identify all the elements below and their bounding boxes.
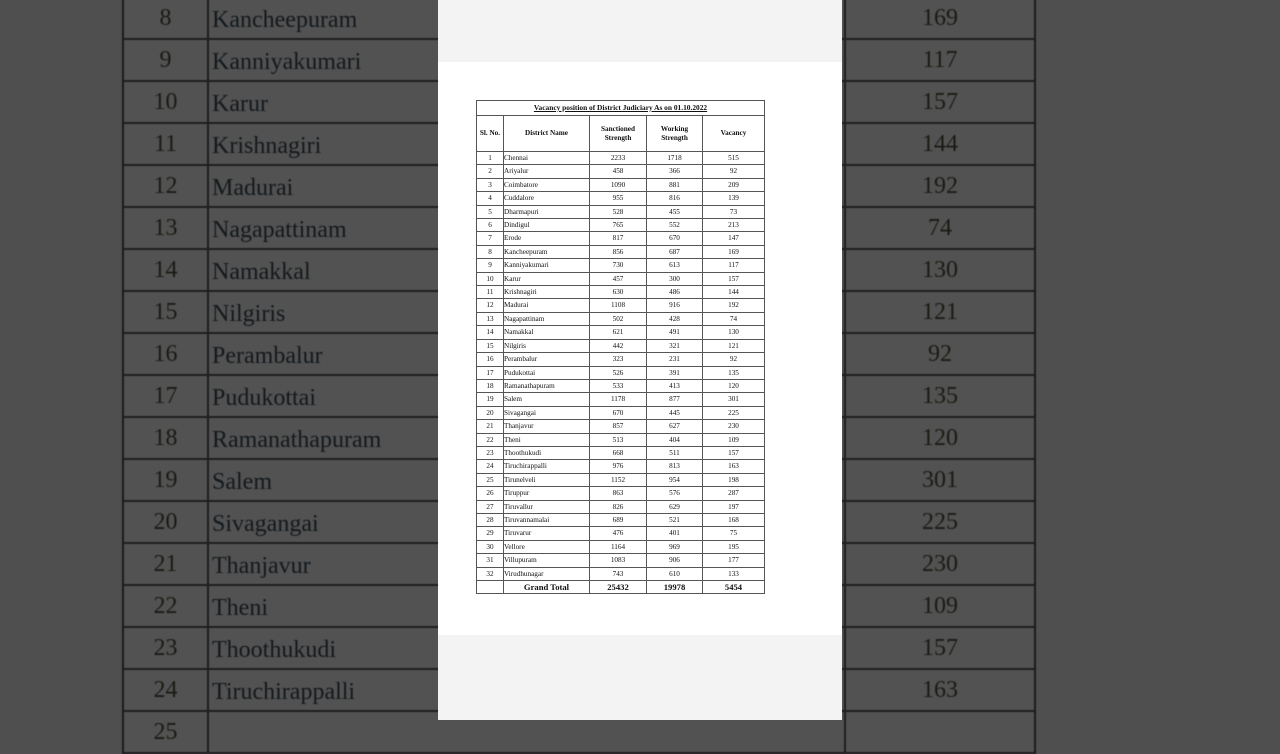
background-sl: 18 — [124, 418, 209, 458]
row-vacancy: 92 — [703, 165, 765, 178]
row-working: 491 — [647, 326, 703, 339]
row-sl-no: 26 — [477, 487, 504, 500]
table-row — [477, 353, 765, 366]
background-vacancy: 121 — [844, 292, 1034, 332]
table-row — [477, 366, 765, 379]
row-district: Thanjavur — [504, 420, 590, 433]
background-vacancy: 169 — [844, 0, 1034, 38]
row-vacancy: 195 — [703, 540, 765, 553]
table-row — [477, 446, 765, 459]
row-sl-no: 24 — [477, 460, 504, 473]
row-vacancy: 163 — [703, 460, 765, 473]
background-vacancy: 135 — [844, 376, 1034, 416]
total-sanctioned: 25432 — [590, 581, 647, 594]
table-row — [477, 245, 765, 258]
background-vacancy: 225 — [844, 502, 1034, 542]
document-viewer-panel — [438, 0, 842, 720]
row-district: Virudhunagar — [504, 567, 590, 580]
background-district: Salem — [212, 469, 272, 495]
row-working: 521 — [647, 513, 703, 526]
background-district: Theni — [212, 595, 268, 621]
background-sl: 22 — [124, 586, 209, 626]
row-sl-no: 20 — [477, 406, 504, 419]
row-vacancy: 198 — [703, 473, 765, 486]
row-working: 486 — [647, 286, 703, 299]
grand-total-row — [477, 581, 765, 594]
background-sl: 15 — [124, 292, 209, 332]
table-row — [477, 567, 765, 580]
row-sl-no: 21 — [477, 420, 504, 433]
row-working: 445 — [647, 406, 703, 419]
row-sl-no: 10 — [477, 272, 504, 285]
background-sl: 14 — [124, 250, 209, 290]
row-sanctioned: 857 — [590, 420, 647, 433]
row-sanctioned: 1164 — [590, 540, 647, 553]
row-district: Nagapattinam — [504, 312, 590, 325]
row-working: 366 — [647, 165, 703, 178]
vacancy-table — [476, 100, 765, 594]
background-sl: 21 — [124, 544, 209, 584]
row-district: Tiruvallur — [504, 500, 590, 513]
row-district: Tiruvannamalai — [504, 513, 590, 526]
table-row — [477, 393, 765, 406]
background-sl: 11 — [124, 124, 209, 164]
row-vacancy: 287 — [703, 487, 765, 500]
row-sanctioned: 856 — [590, 245, 647, 258]
table-row — [477, 165, 765, 178]
row-vacancy: 135 — [703, 366, 765, 379]
row-district: Ramanathapuram — [504, 379, 590, 392]
row-sanctioned: 826 — [590, 500, 647, 513]
header-sanctioned: Sanctioned Strength — [590, 116, 647, 152]
background-district: Thanjavur — [212, 553, 311, 579]
row-working: 670 — [647, 232, 703, 245]
row-sl-no: 5 — [477, 205, 504, 218]
row-sl-no: 3 — [477, 178, 504, 191]
document-page — [438, 62, 842, 635]
table-title: Vacancy position of District Judiciary As on 01.10.2022 — [477, 101, 765, 116]
row-district: Coimbatore — [504, 178, 590, 191]
row-sanctioned: 1178 — [590, 393, 647, 406]
row-district: Dharmapuri — [504, 205, 590, 218]
row-sl-no: 29 — [477, 527, 504, 540]
table-row — [477, 312, 765, 325]
background-sl: 19 — [124, 460, 209, 500]
background-vacancy: 157 — [844, 82, 1034, 122]
row-district: Tiruvarur — [504, 527, 590, 540]
row-sl-no: 32 — [477, 567, 504, 580]
row-working: 881 — [647, 178, 703, 191]
background-vacancy: 192 — [844, 166, 1034, 206]
row-sanctioned: 457 — [590, 272, 647, 285]
background-district: Thoothukudi — [212, 637, 336, 663]
row-sanctioned: 1090 — [590, 178, 647, 191]
row-sanctioned: 476 — [590, 527, 647, 540]
row-sanctioned: 630 — [590, 286, 647, 299]
row-sanctioned: 442 — [590, 339, 647, 352]
background-vacancy: 92 — [844, 334, 1034, 374]
row-district: Thoothukudi — [504, 446, 590, 459]
row-sanctioned: 689 — [590, 513, 647, 526]
row-sanctioned: 2233 — [590, 152, 647, 165]
row-district: Kancheepuram — [504, 245, 590, 258]
row-sl-no: 23 — [477, 446, 504, 459]
row-sanctioned: 502 — [590, 312, 647, 325]
background-district: Sivagangai — [212, 511, 319, 537]
row-sanctioned: 955 — [590, 192, 647, 205]
background-district: Krishnagiri — [212, 133, 322, 159]
row-working: 552 — [647, 219, 703, 232]
row-sl-no: 15 — [477, 339, 504, 352]
row-vacancy: 75 — [703, 527, 765, 540]
total-vacancy: 5454 — [703, 581, 765, 594]
row-vacancy: 92 — [703, 353, 765, 366]
background-vacancy — [844, 712, 1034, 752]
row-sl-no: 7 — [477, 232, 504, 245]
row-vacancy: 74 — [703, 312, 765, 325]
row-district: Sivagangai — [504, 406, 590, 419]
row-district: Cuddalore — [504, 192, 590, 205]
row-vacancy: 230 — [703, 420, 765, 433]
row-working: 813 — [647, 460, 703, 473]
row-working: 916 — [647, 299, 703, 312]
table-row — [477, 379, 765, 392]
table-row — [477, 500, 765, 513]
row-sl-no: 30 — [477, 540, 504, 553]
row-district: Theni — [504, 433, 590, 446]
background-sl: 23 — [124, 628, 209, 668]
row-district: Vellore — [504, 540, 590, 553]
row-working: 428 — [647, 312, 703, 325]
row-vacancy: 192 — [703, 299, 765, 312]
background-district: Kancheepuram — [212, 7, 358, 33]
background-vacancy: 157 — [844, 628, 1034, 668]
row-sanctioned: 863 — [590, 487, 647, 500]
background-district: Karur — [212, 91, 268, 117]
row-sanctioned: 526 — [590, 366, 647, 379]
row-sl-no: 17 — [477, 366, 504, 379]
row-working: 613 — [647, 259, 703, 272]
table-row — [477, 272, 765, 285]
row-sl-no: 14 — [477, 326, 504, 339]
row-vacancy: 225 — [703, 406, 765, 419]
header-district: District Name — [504, 116, 590, 152]
row-vacancy: 73 — [703, 205, 765, 218]
row-vacancy: 120 — [703, 379, 765, 392]
table-row — [477, 259, 765, 272]
row-vacancy: 169 — [703, 245, 765, 258]
row-district: Krishnagiri — [504, 286, 590, 299]
row-working: 404 — [647, 433, 703, 446]
background-vacancy: 74 — [844, 208, 1034, 248]
row-district: Villupuram — [504, 554, 590, 567]
background-sl: 25 — [124, 712, 209, 752]
background-sl: 8 — [124, 0, 209, 38]
row-sanctioned: 743 — [590, 567, 647, 580]
row-working: 455 — [647, 205, 703, 218]
header-vacancy: Vacancy — [703, 116, 765, 152]
row-sanctioned: 976 — [590, 460, 647, 473]
row-sanctioned: 668 — [590, 446, 647, 459]
row-district: Erode — [504, 232, 590, 245]
table-row — [477, 326, 765, 339]
row-sanctioned: 621 — [590, 326, 647, 339]
row-district: Nilgiris — [504, 339, 590, 352]
row-vacancy: 301 — [703, 393, 765, 406]
row-vacancy: 121 — [703, 339, 765, 352]
row-vacancy: 139 — [703, 192, 765, 205]
background-district: Nagapattinam — [212, 217, 347, 243]
row-sanctioned: 1108 — [590, 299, 647, 312]
background-sl: 10 — [124, 82, 209, 122]
row-sl-no: 11 — [477, 286, 504, 299]
background-sl: 16 — [124, 334, 209, 374]
row-sl-no: 8 — [477, 245, 504, 258]
background-sl: 13 — [124, 208, 209, 248]
row-working: 610 — [647, 567, 703, 580]
row-sanctioned: 1152 — [590, 473, 647, 486]
row-district: Karur — [504, 272, 590, 285]
row-vacancy: 209 — [703, 178, 765, 191]
row-working: 877 — [647, 393, 703, 406]
row-sl-no: 18 — [477, 379, 504, 392]
row-district: Tiruchirappalli — [504, 460, 590, 473]
background-vacancy: 230 — [844, 544, 1034, 584]
row-sanctioned: 528 — [590, 205, 647, 218]
table-row — [477, 232, 765, 245]
background-vacancy: 301 — [844, 460, 1034, 500]
row-sanctioned: 513 — [590, 433, 647, 446]
row-vacancy: 177 — [703, 554, 765, 567]
row-district: Kanniyakumari — [504, 259, 590, 272]
table-row — [477, 460, 765, 473]
background-district: Kanniyakumari — [212, 49, 362, 75]
background-sl: 12 — [124, 166, 209, 206]
background-district: Nilgiris — [212, 301, 286, 327]
row-working: 401 — [647, 527, 703, 540]
row-working: 629 — [647, 500, 703, 513]
background-district: Madurai — [212, 175, 294, 201]
row-sl-no: 22 — [477, 433, 504, 446]
background-district: Tiruchirappalli — [212, 679, 356, 705]
background-sl: 17 — [124, 376, 209, 416]
background-vacancy: 117 — [844, 40, 1034, 80]
row-sl-no: 16 — [477, 353, 504, 366]
total-sl — [477, 581, 504, 594]
row-vacancy: 197 — [703, 500, 765, 513]
row-district: Tirunelveli — [504, 473, 590, 486]
background-vacancy: 130 — [844, 250, 1034, 290]
row-vacancy: 133 — [703, 567, 765, 580]
header-sl-no: Sl. No. — [477, 116, 504, 152]
row-vacancy: 213 — [703, 219, 765, 232]
row-sl-no: 27 — [477, 500, 504, 513]
table-row — [477, 286, 765, 299]
table-row — [477, 513, 765, 526]
table-row — [477, 473, 765, 486]
background-district: Ramanathapuram — [212, 427, 382, 453]
row-vacancy: 157 — [703, 446, 765, 459]
row-vacancy: 157 — [703, 272, 765, 285]
table-row — [477, 527, 765, 540]
row-sl-no: 28 — [477, 513, 504, 526]
row-sanctioned: 533 — [590, 379, 647, 392]
header-working: Working Strength — [647, 116, 703, 152]
row-sanctioned: 1083 — [590, 554, 647, 567]
row-sl-no: 6 — [477, 219, 504, 232]
background-sl: 24 — [124, 670, 209, 710]
table-row — [477, 433, 765, 446]
background-sl: 9 — [124, 40, 209, 80]
table-row — [477, 339, 765, 352]
row-vacancy: 147 — [703, 232, 765, 245]
row-working: 231 — [647, 353, 703, 366]
row-district: Salem — [504, 393, 590, 406]
row-sl-no: 12 — [477, 299, 504, 312]
background-vacancy: 144 — [844, 124, 1034, 164]
row-district: Pudukottai — [504, 366, 590, 379]
table-row — [477, 152, 765, 165]
background-vacancy: 109 — [844, 586, 1034, 626]
row-vacancy: 109 — [703, 433, 765, 446]
row-district: Ariyalur — [504, 165, 590, 178]
row-sl-no: 4 — [477, 192, 504, 205]
row-sanctioned: 817 — [590, 232, 647, 245]
row-working: 321 — [647, 339, 703, 352]
table-row — [477, 178, 765, 191]
background-vacancy: 163 — [844, 670, 1034, 710]
row-sanctioned: 458 — [590, 165, 647, 178]
table-row — [477, 554, 765, 567]
row-district: Dindigul — [504, 219, 590, 232]
row-vacancy: 117 — [703, 259, 765, 272]
row-working: 391 — [647, 366, 703, 379]
row-sanctioned: 323 — [590, 353, 647, 366]
row-district: Perambalur — [504, 353, 590, 366]
table-row — [477, 299, 765, 312]
row-sl-no: 13 — [477, 312, 504, 325]
row-working: 576 — [647, 487, 703, 500]
table-row — [477, 420, 765, 433]
background-vacancy: 120 — [844, 418, 1034, 458]
table-row — [477, 540, 765, 553]
row-sl-no: 19 — [477, 393, 504, 406]
row-working: 969 — [647, 540, 703, 553]
row-working: 816 — [647, 192, 703, 205]
row-sanctioned: 730 — [590, 259, 647, 272]
row-sl-no: 1 — [477, 152, 504, 165]
total-label: Grand Total — [504, 581, 590, 594]
row-district: Tiruppur — [504, 487, 590, 500]
row-sl-no: 31 — [477, 554, 504, 567]
row-sl-no: 9 — [477, 259, 504, 272]
row-sl-no: 25 — [477, 473, 504, 486]
row-district: Madurai — [504, 299, 590, 312]
background-district: Namakkal — [212, 259, 311, 285]
table-row — [477, 406, 765, 419]
row-district: Namakkal — [504, 326, 590, 339]
row-working: 906 — [647, 554, 703, 567]
row-sanctioned: 670 — [590, 406, 647, 419]
table-row — [477, 487, 765, 500]
row-sanctioned: 765 — [590, 219, 647, 232]
row-working: 687 — [647, 245, 703, 258]
table-row — [477, 219, 765, 232]
row-working: 300 — [647, 272, 703, 285]
row-working: 413 — [647, 379, 703, 392]
row-vacancy: 168 — [703, 513, 765, 526]
row-vacancy: 515 — [703, 152, 765, 165]
table-row — [477, 192, 765, 205]
row-working: 954 — [647, 473, 703, 486]
row-working: 1718 — [647, 152, 703, 165]
row-district: Chennai — [504, 152, 590, 165]
background-district: Pudukottai — [212, 385, 317, 411]
row-vacancy: 144 — [703, 286, 765, 299]
row-working: 511 — [647, 446, 703, 459]
background-district: Perambalur — [212, 343, 323, 369]
row-sl-no: 2 — [477, 165, 504, 178]
row-working: 627 — [647, 420, 703, 433]
background-sl: 20 — [124, 502, 209, 542]
total-working: 19978 — [647, 581, 703, 594]
table-row — [477, 205, 765, 218]
row-vacancy: 130 — [703, 326, 765, 339]
